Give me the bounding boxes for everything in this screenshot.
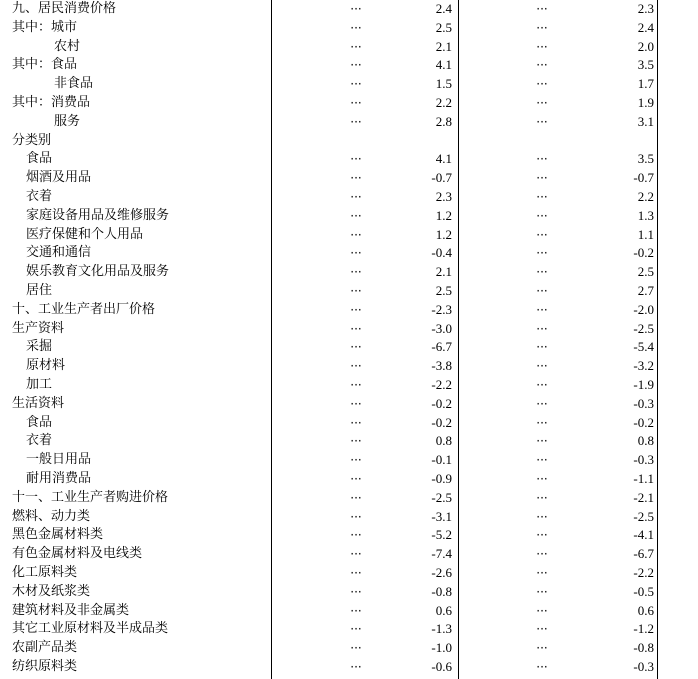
ellipsis-marker: ··· — [536, 58, 548, 73]
ellipsis-marker: ··· — [350, 246, 362, 261]
ellipsis-marker: ··· — [536, 284, 548, 298]
row-label: 有色金属材料及电线类 — [12, 546, 143, 562]
ellipsis-marker: ··· — [350, 453, 362, 468]
value-col2: 1.9 — [637, 95, 654, 110]
ellipsis-marker: ··· — [536, 434, 548, 449]
value-col2: 1.3 — [637, 207, 654, 223]
table-row — [0, 94, 698, 113]
row-label: 九、居民消费价格 — [12, 1, 117, 16]
ellipsis-marker: ··· — [350, 396, 362, 411]
ellipsis-marker: ··· — [536, 227, 548, 242]
table-row — [0, 564, 698, 583]
table-row — [0, 395, 698, 414]
ellipsis-marker: ··· — [350, 39, 362, 54]
value-col1: 1.2 — [435, 207, 452, 223]
ellipsis-marker: ··· — [536, 2, 548, 16]
table-row — [0, 132, 698, 151]
ellipsis-marker: ··· — [536, 171, 548, 186]
row-label: 农副产品类 — [12, 640, 78, 656]
ellipsis-marker: ··· — [350, 415, 362, 430]
value-col1: -0.1 — [431, 452, 452, 468]
row-label: 采掘 — [26, 339, 53, 355]
table-row — [0, 338, 698, 357]
value-col2: -1.2 — [633, 621, 654, 637]
ellipsis-marker: ··· — [350, 378, 362, 392]
ellipsis-marker: ··· — [350, 472, 362, 486]
value-col2: -2.5 — [633, 508, 654, 524]
ellipsis-marker: ··· — [350, 509, 362, 524]
row-label: 化工原料类 — [12, 565, 78, 580]
value-col2: 1.7 — [637, 76, 654, 92]
table-row — [0, 526, 698, 545]
ellipsis-marker: ··· — [536, 20, 548, 35]
value-col2: -6.7 — [633, 546, 654, 562]
value-col1: -0.9 — [431, 471, 452, 486]
ellipsis-marker: ··· — [536, 396, 548, 411]
ellipsis-marker: ··· — [350, 622, 362, 637]
ellipsis-marker: ··· — [350, 359, 362, 374]
ellipsis-marker: ··· — [350, 566, 362, 580]
ellipsis-marker: ··· — [350, 96, 362, 110]
ellipsis-marker: ··· — [350, 20, 362, 35]
value-col2: 3.1 — [637, 113, 654, 129]
value-col2: -2.0 — [633, 301, 654, 317]
value-col1: 1.2 — [435, 226, 452, 242]
ellipsis-marker: ··· — [536, 208, 548, 223]
ellipsis-marker: ··· — [350, 2, 362, 16]
ellipsis-marker: ··· — [350, 490, 362, 505]
value-col1: 2.8 — [435, 113, 452, 129]
value-col1: 2.2 — [435, 95, 452, 110]
value-col2: -2.2 — [633, 565, 654, 580]
table-row — [0, 508, 698, 527]
row-label: 其它工业原材料及半成品类 — [12, 621, 169, 637]
ellipsis-marker: ··· — [350, 528, 362, 543]
row-label: 食品 — [26, 414, 53, 430]
ellipsis-marker: ··· — [536, 528, 548, 543]
ellipsis-marker: ··· — [536, 96, 548, 110]
ellipsis-marker: ··· — [536, 114, 548, 129]
row-label: 生产资料 — [12, 320, 65, 336]
ellipsis-marker: ··· — [350, 77, 362, 92]
row-label: 原材料 — [26, 358, 66, 374]
row-label: 十、工业生产者出厂价格 — [12, 301, 156, 317]
value-col1: 4.1 — [435, 57, 452, 73]
table-row — [0, 357, 698, 376]
ellipsis-marker: ··· — [350, 321, 362, 336]
ellipsis-marker: ··· — [350, 340, 362, 355]
value-col2 — [580, 132, 654, 151]
value-col1: 0.8 — [435, 433, 452, 449]
row-label: 燃料、动力类 — [12, 508, 91, 524]
row-label: 其中：消费品 — [12, 95, 91, 110]
ellipsis-marker: ··· — [536, 603, 548, 618]
value-col1 — [380, 132, 452, 151]
value-col1: 1.5 — [435, 76, 452, 92]
row-label: 医疗保健和个人用品 — [26, 226, 144, 242]
row-label: 黑色金属材料类 — [12, 527, 104, 543]
table-row — [0, 320, 698, 339]
table-row — [0, 620, 698, 639]
value-col2: -1.1 — [633, 471, 654, 486]
value-col1: 2.5 — [435, 19, 452, 35]
ellipsis-marker: ··· — [350, 190, 362, 204]
table-row — [0, 75, 698, 94]
table-row — [0, 470, 698, 489]
ellipsis-marker: ··· — [536, 39, 548, 54]
value-col1: -3.0 — [431, 320, 452, 336]
table-row — [0, 56, 698, 75]
row-label: 家庭设备用品及维修服务 — [26, 207, 170, 223]
ellipsis-marker: ··· — [536, 378, 548, 392]
value-col2: -5.4 — [633, 339, 654, 355]
value-col1: -2.2 — [431, 377, 452, 392]
value-col2: -1.9 — [633, 377, 654, 392]
value-col1: -5.2 — [431, 527, 452, 543]
value-col2: 2.4 — [637, 19, 654, 35]
row-label: 衣着 — [26, 189, 53, 204]
table-row — [0, 226, 698, 245]
table-row — [0, 414, 698, 433]
ellipsis-marker: ··· — [536, 302, 548, 317]
ellipsis-marker: ··· — [350, 603, 362, 618]
value-col1: -0.6 — [431, 659, 452, 674]
ellipsis-marker: ··· — [536, 246, 548, 261]
ellipsis-marker: ··· — [536, 77, 548, 92]
value-col2: 2.7 — [637, 283, 654, 298]
row-label: 其中：食品 — [12, 57, 78, 73]
row-label: 食品 — [26, 151, 53, 167]
value-col2: -0.8 — [633, 640, 654, 656]
table-row — [0, 263, 698, 282]
value-col1: -1.0 — [431, 640, 452, 656]
row-label: 十一、工业生产者购进价格 — [12, 489, 169, 505]
row-label: 非食品 — [54, 76, 94, 92]
value-col1: -0.4 — [431, 245, 452, 261]
table-row — [0, 38, 698, 57]
ellipsis-marker: ··· — [536, 472, 548, 486]
ellipsis-marker: ··· — [350, 302, 362, 317]
value-col1: -0.2 — [431, 414, 452, 430]
value-col1: -1.3 — [431, 621, 452, 637]
row-label: 加工 — [26, 377, 53, 392]
value-col1: 4.1 — [435, 151, 452, 167]
ellipsis-marker: ··· — [350, 227, 362, 242]
table-row — [0, 489, 698, 508]
value-col2: -0.3 — [633, 659, 654, 674]
table-row — [0, 432, 698, 451]
ellipsis-marker: ··· — [350, 547, 362, 562]
row-label: 交通和通信 — [26, 245, 92, 261]
value-col1: -2.3 — [431, 301, 452, 317]
ellipsis-marker: ··· — [536, 265, 548, 280]
value-col2: -2.1 — [633, 489, 654, 505]
value-col2: 2.2 — [637, 189, 654, 204]
value-col2: 3.5 — [637, 57, 654, 73]
value-col2: 0.6 — [637, 602, 654, 618]
value-col1: -3.8 — [431, 358, 452, 374]
ellipsis-marker: ··· — [350, 434, 362, 449]
value-col1: 2.3 — [435, 189, 452, 204]
ellipsis-marker: ··· — [350, 641, 362, 656]
row-label: 农村 — [54, 38, 81, 54]
table-row — [0, 169, 698, 188]
ellipsis-marker: ··· — [536, 622, 548, 637]
table-row — [0, 658, 698, 677]
value-col2: -0.5 — [633, 583, 654, 599]
ellipsis-marker: ··· — [536, 340, 548, 355]
ellipsis-marker: ··· — [536, 641, 548, 656]
row-label: 纺织原料类 — [12, 659, 78, 674]
table-row — [0, 150, 698, 169]
value-col1: 0.6 — [435, 602, 452, 618]
value-col2: 2.5 — [637, 264, 654, 280]
ellipsis-marker: ··· — [536, 584, 548, 599]
value-col2: -0.2 — [633, 245, 654, 261]
table-row — [0, 19, 698, 38]
value-col2: -4.1 — [633, 527, 654, 543]
table-row — [0, 113, 698, 132]
value-col2: -0.3 — [633, 395, 654, 411]
ellipsis-marker: ··· — [350, 114, 362, 129]
value-col1: -3.1 — [431, 508, 452, 524]
ellipsis-marker: ··· — [536, 547, 548, 562]
ellipsis-marker: ··· — [536, 509, 548, 524]
ellipsis-marker: ··· — [536, 359, 548, 374]
row-label: 一般日用品 — [26, 452, 92, 468]
ellipsis-marker: ··· — [350, 58, 362, 73]
ellipsis-marker: ··· — [350, 584, 362, 599]
value-col1: -2.6 — [431, 565, 452, 580]
value-col1: 2.4 — [435, 1, 452, 16]
ellipsis-marker: ··· — [350, 171, 362, 186]
table-row — [0, 207, 698, 226]
ellipsis-marker: ··· — [350, 660, 362, 674]
ellipsis-marker — [530, 132, 554, 151]
value-col1: -2.5 — [431, 489, 452, 505]
ellipsis-marker: ··· — [536, 566, 548, 580]
row-label: 分类别 — [12, 132, 52, 148]
row-label: 耐用消费品 — [26, 471, 92, 486]
row-label: 烟酒及用品 — [26, 170, 92, 186]
value-col1: 2.1 — [435, 38, 452, 54]
table-row — [0, 244, 698, 263]
row-label: 娱乐教育文化用品及服务 — [26, 264, 170, 280]
row-label: 衣着 — [26, 433, 53, 449]
value-col2: -0.7 — [633, 170, 654, 186]
value-col2: 1.1 — [637, 226, 654, 242]
ellipsis-marker — [344, 132, 368, 151]
table-row — [0, 376, 698, 395]
row-label: 建筑材料及非金属类 — [12, 602, 130, 618]
ellipsis-marker: ··· — [536, 152, 548, 167]
ellipsis-marker: ··· — [350, 208, 362, 223]
ellipsis-marker: ··· — [536, 321, 548, 336]
value-col2: -2.5 — [633, 320, 654, 336]
ellipsis-marker: ··· — [350, 152, 362, 167]
ellipsis-marker: ··· — [350, 265, 362, 280]
ellipsis-marker: ··· — [536, 453, 548, 468]
table-row — [0, 583, 698, 602]
value-col1: -0.2 — [431, 395, 452, 411]
ellipsis-marker: ··· — [536, 415, 548, 430]
ellipsis-marker: ··· — [536, 660, 548, 674]
value-col2: 3.5 — [637, 151, 654, 167]
ellipsis-marker: ··· — [536, 490, 548, 505]
table-row — [0, 639, 698, 658]
value-col1: -7.4 — [431, 546, 452, 562]
value-col2: 2.0 — [637, 38, 654, 54]
value-col1: 2.1 — [435, 264, 452, 280]
value-col2: -0.2 — [633, 414, 654, 430]
value-col1: -6.7 — [431, 339, 452, 355]
value-col2: -3.2 — [633, 358, 654, 374]
value-col1: 2.5 — [435, 283, 452, 298]
row-label: 生活资料 — [12, 395, 65, 411]
ellipsis-marker: ··· — [536, 190, 548, 204]
table-row — [0, 545, 698, 564]
row-label: 木材及纸浆类 — [12, 583, 91, 599]
row-label: 居住 — [26, 283, 53, 298]
value-col1: -0.8 — [431, 583, 452, 599]
value-col2: -0.3 — [633, 452, 654, 468]
table-row — [0, 451, 698, 470]
table-row — [0, 188, 698, 207]
value-col1: -0.7 — [431, 170, 452, 186]
row-label: 其中：城市 — [12, 19, 78, 35]
table-row — [0, 282, 698, 301]
table-row — [0, 602, 698, 621]
row-label: 服务 — [54, 113, 81, 129]
value-col2: 2.3 — [637, 1, 654, 16]
ellipsis-marker: ··· — [350, 284, 362, 298]
value-col2: 0.8 — [637, 433, 654, 449]
table-row — [0, 301, 698, 320]
table-row — [0, 0, 698, 19]
